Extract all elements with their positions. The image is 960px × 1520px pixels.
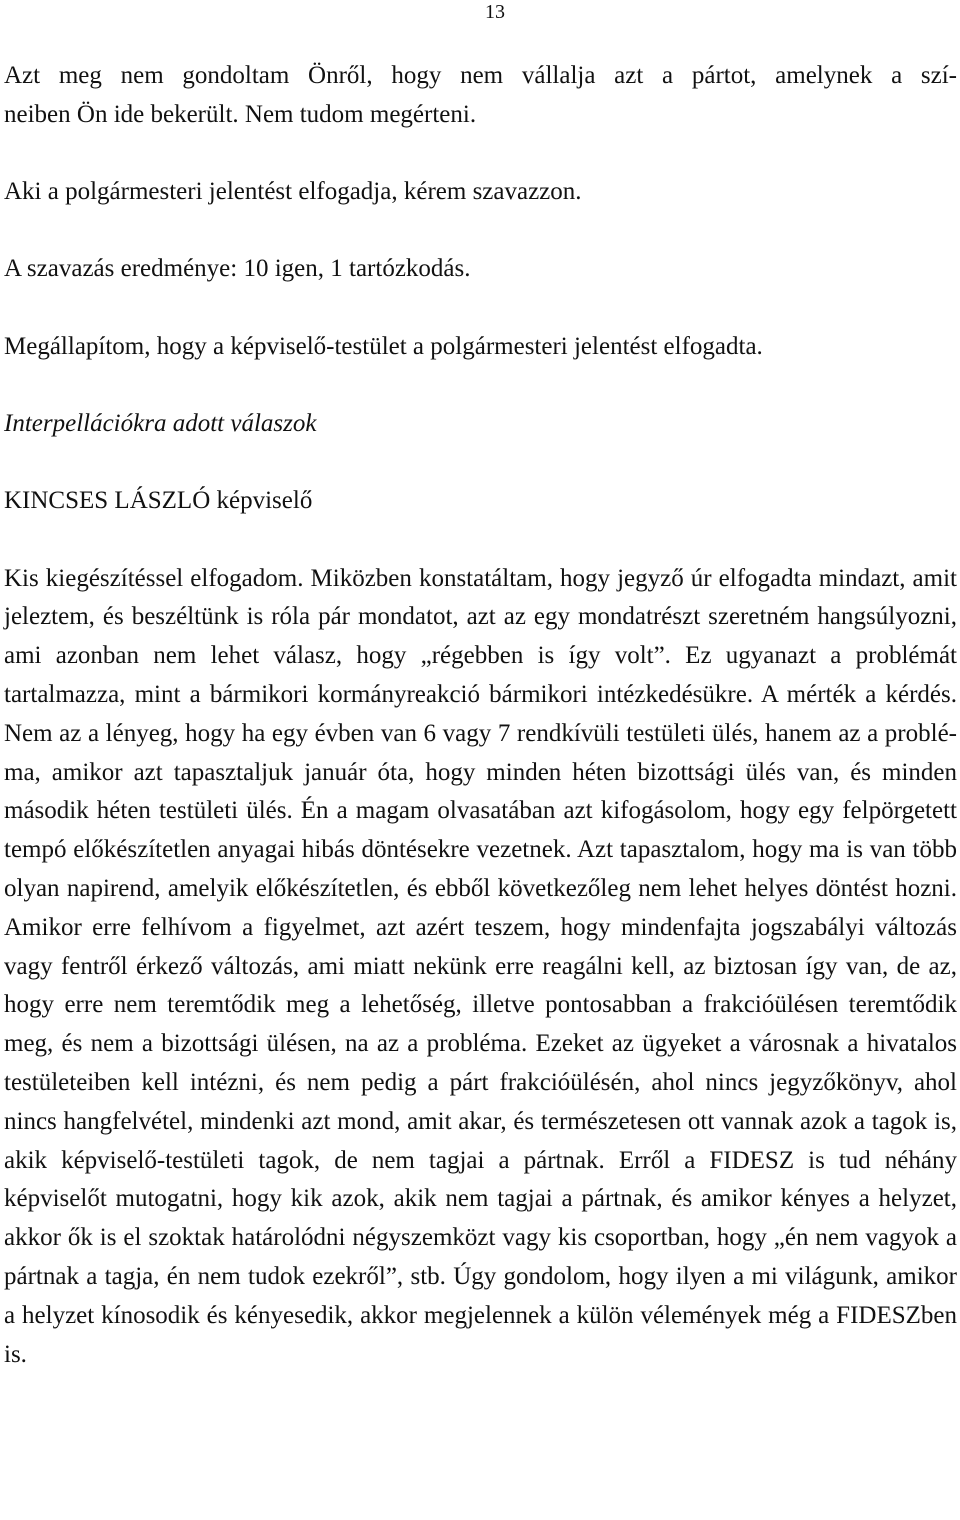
paragraph-vote-request: Aki a polgármesteri jelentést elfogadja, kérem szavazzon. (4, 178, 582, 206)
paragraph-line: Azt meg nem gondoltam Önről, hogy nem vállalja azt a pártot, amelynek a szí- (4, 62, 957, 89)
paragraph-vote-result: A szavazás eredménye: 10 igen, 1 tartózkodás. (4, 255, 471, 283)
paragraph-line: neiben Ön ide bekerült. Nem tudom megérteni. (4, 100, 477, 128)
page-number: 13 (485, 1, 505, 23)
speech-paragraph: Kis kiegészítéssel elfogadom. Miközben konstatáltam, hogy jegyző úr elfogadta mindazt, amit jeleztem, és beszéltünk is róla pár mondatot, azt az egy mondatrészt szeretném hangsúlyozni, ami azonban nem lehet válasz, hogy „régebben is így volt”. Ez ugyanazt a problémát tartalmazza, mint a bármikori kormányreakció bármikori intézkedésükre. A mérték a kérdés. Nem az a lényeg, hogy ha egy évben van 6 vagy 7 rendkívüli testületi ülés, hanem az a probléma, amikor azt tapasztaljuk január óta, hogy minden héten bizottsági ülés van, és minden második héten testületi ülés. Én a magam olvasatában azt kifogásolom, hogy egy felpörgetett tempó előkészítetlen anyagai hibás döntésekre vezetnek. Azt tapasztalom, hogy ma is van több olyan napirend, amelyik előkészítetlen, és ebből következőleg nem lehet helyes döntést hozni. Amikor erre felhívom a figyelmet, azt azért teszem, hogy mindenfajta jogszabályi változás vagy fentről érkező változás, ami miatt nekünk erre reagálni kell, az biztosan így van, de az, hogy erre nem teremtődik meg a lehetőség, illetve pontosabban a frakcióülésen teremtődik meg, és nem a bizottsági ülésen, na az a probléma. Ezeket az ügyeket a városnak a hivatalos testületeiben kell intézni, és nem pedig a párt frakcióülésén, ahol nincs jegyzőkönyv, ahol nincs hangfelvétel, mindenki azt mond, amit akar, és természetesen ott vannak azok a tagok is, akik képviselő-testületi tagok, de nem tagjai a pártnak. Erről a FIDESZ is tud néhány képviselőt mutogatni, hogy kik azok, akik nem tagjai a pártnak, és amikor kényes a helyzet, akkor ők is el szoktak határolódni négyszemközt vagy kis csoportban, hogy „én nem vagyok a pártnak a tagja, én nem tudok ezekről”, stb. Úgy gondolom, hogy ilyen a mi világunk, amikor a helyzet kínosodik és kényesedik, akkor megjelennek a külön vélemények még a FIDESZben is. (4, 564, 957, 1368)
speaker-name: KINCSES LÁSZLÓ képviselő (4, 487, 313, 515)
section-heading: Interpellációkra adott válaszok (4, 409, 317, 437)
paragraph-resolution: Megállapítom, hogy a képviselő-testület a polgármesteri jelentést elfogadta. (4, 332, 763, 360)
document-body (4, 57, 957, 1374)
